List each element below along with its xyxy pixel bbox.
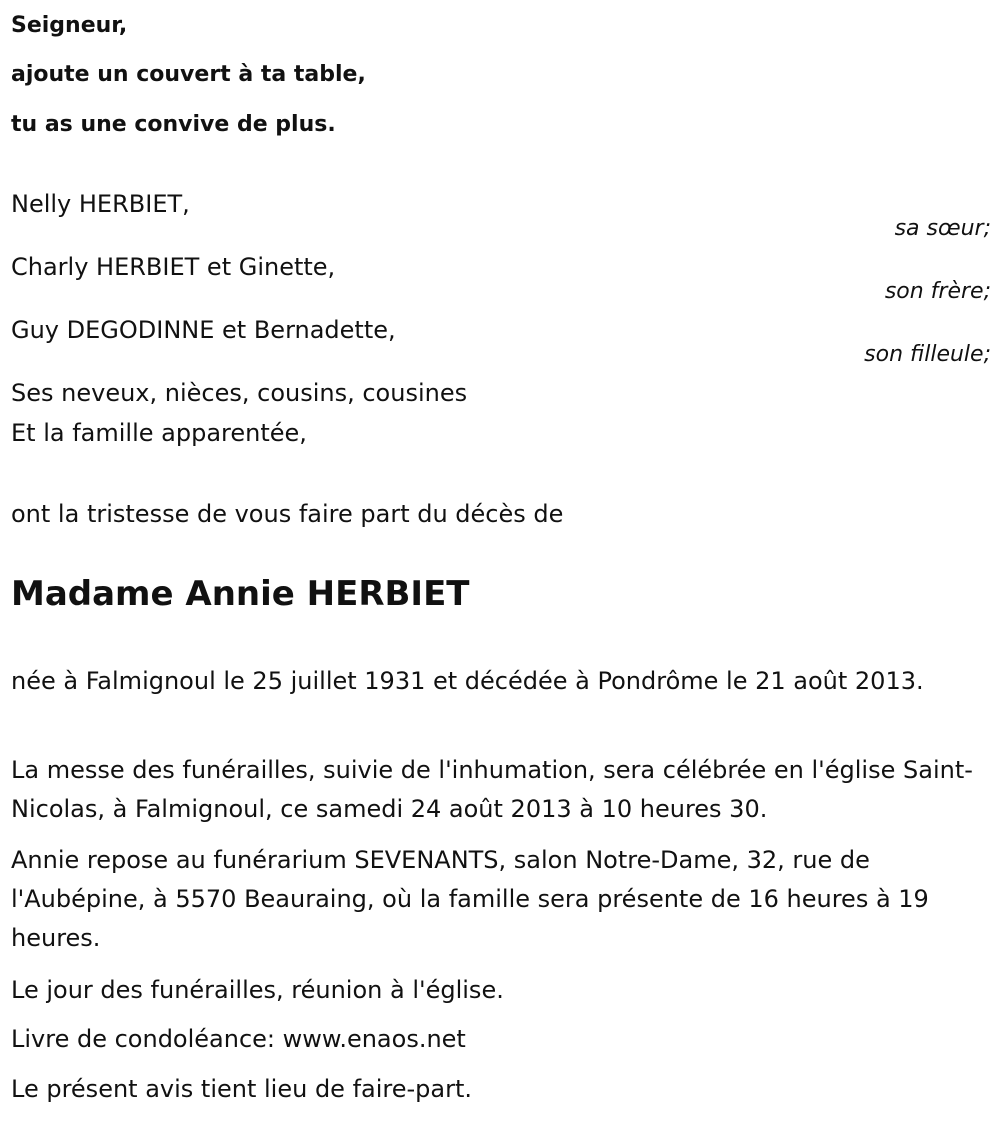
meeting-paragraph: Le jour des funérailles, réunion à l'église. bbox=[11, 976, 504, 1004]
notice-paragraph: Le présent avis tient lieu de faire-part. bbox=[11, 1075, 473, 1103]
condolences-paragraph: Livre de condoléance: www.enaos.net bbox=[11, 1025, 466, 1053]
mourner-relation-3: son filleule; bbox=[864, 342, 991, 367]
verse-line-1: Seigneur, bbox=[11, 13, 128, 38]
mourner-name-2: Charly HERBIET et Ginette, bbox=[11, 253, 336, 281]
birth-death-paragraph: née à Falmignoul le 25 juillet 1931 et décédée à Pondrôme le 21 août 2013. bbox=[11, 667, 924, 695]
family-line-2: Et la famille apparentée, bbox=[11, 419, 307, 447]
mourner-relation-1: sa sœur; bbox=[894, 216, 991, 241]
mourner-relation-2: son frère; bbox=[884, 279, 991, 304]
viewing-paragraph: Annie repose au funérarium SEVENANTS, salon Notre-Dame, 32, rue de l'Aubépine, à 5570 Beauraing, où la famille sera présente de 16 heures à 19 heures. bbox=[11, 846, 929, 952]
verse-line-3: tu as une convive de plus. bbox=[11, 112, 336, 137]
deceased-name: Madame Annie HERBIET bbox=[11, 574, 470, 614]
family-line-1: Ses neveux, nièces, cousins, cousines bbox=[11, 379, 468, 407]
verse-line-2: ajoute un couvert à ta table, bbox=[11, 62, 366, 87]
mass-paragraph: La messe des funérailles, suivie de l'inhumation, sera célébrée en l'église Saint-Nicolas, à Falmignoul, ce samedi 24 août 2013 à 10 heures 30. bbox=[11, 756, 973, 823]
mourner-name-3: Guy DEGODINNE et Bernadette, bbox=[11, 316, 396, 344]
mourner-name-1: Nelly HERBIET, bbox=[11, 190, 190, 218]
announcement-text: ont la tristesse de vous faire part du décès de bbox=[11, 500, 564, 528]
